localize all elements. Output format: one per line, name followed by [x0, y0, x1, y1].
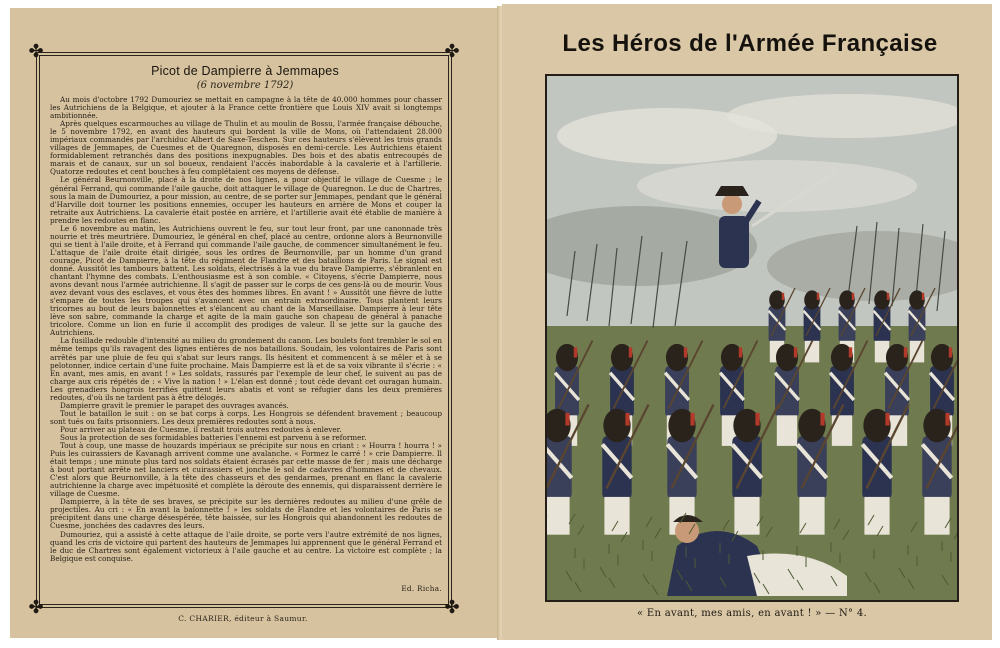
author-signature: Ed. Richa.	[401, 584, 442, 593]
story-body	[50, 96, 442, 584]
cloud	[637, 160, 917, 212]
cloud	[727, 94, 957, 138]
corner-ornament-icon: ✤	[28, 597, 44, 618]
story-paragraph: Après quelques escarmouches au village de Thulin et au moulin de Bossu, l'armée française débouche, le 5 novembre 1792, en avant des hauteurs qui bordent la ville de Mons, où l'attendaient 28.000 impériaux commandés par l'archiduc Albert de Saxe-Teschen. Sur ces hauteurs s'élèvent les trois grands villages de Jemmapes, de Cuesmes et de Quaregnon, disposés en demi-cercle. Les Autrichiens étaient formidablement retranchés dans des positions inexpugnables. Des bois et des abatis entrecoupés de marais et de canaux, sur un sol boueux, rendaient l'accès inabordable à la cavalerie et à l'artillerie. Quatorze redoutes et cent bouches à feu complétaient ces moyens de défense.	[50, 119, 442, 177]
publisher-line: C. CHARIER, éditeur à Saumur.	[178, 614, 308, 623]
story-paragraph: Le général Beurnonville, placé à la droite de nos lignes, a pour objectif le village de Cuesme ; le général Ferrand, qui commande l'aile gauche, doit attaquer le village de Quaregnon. Le duc de Chartres, sous la main de Dumouriez, a pour mission, au centre, de se porter sur Jemmapes, pendant que le général d'Harville doit tourner les positions ennemies, occuper les hauteurs en arrière de Mons et couper la retraite aux Autrichiens. La cavalerie était postée en arrière, et l'artillerie avait été établie de manière à prendre les redoutes en flanc.	[50, 175, 442, 225]
story-date: (6 novembre 1792)	[196, 80, 294, 91]
story-paragraph: Pour arriver au plateau de Cuesme, il restait trois autres redoutes à enlever.	[60, 424, 342, 434]
story-paragraph: Au mois d'octobre 1792 Dumouriez se mettait en campagne à la tête de 40.000 hommes pour chasser les Autrichiens de la Belgique, et ajouter à la France cette frontière que Louis XIV avait si longtemps ambitionnée.	[50, 96, 442, 121]
battle-scene	[547, 76, 957, 600]
series-title: Les Héros de l'Armée Française	[562, 30, 938, 57]
story-paragraph: La fusillade redouble d'intensité au milieu du grondement du canon. Les boulets font trembler le sol en même temps qu'ils ravagent des lignes entières de nos bataillons. Soudain, les volontaires de Paris sont arrêtés par une pluie de feu qui s'abat sur leurs rangs. Ils hésitent et commencent à se mêler et à se pelotonner, indice certain d'une fuite prochaine. Mais Dampierre est là et de sa voix vibrante il s'écrie : « En avant, mes amis, en avant ! » Les soldats, rassurés par l'exemple de leur chef, le suivent au pas de charge aux cris répétés de : « Vive la nation ! » L'élan est donné ; tout cède devant cet ouragan humain. Les grenadiers hongrois terrifiés quittent leurs abatis et vont se réfugier dans les deux premières redoutes, d'où ils ne tardent pas à être délogés.	[50, 336, 442, 402]
story-paragraph: Dampierre, à la tête de ses braves, se précipite sur les dernières redoutes au milieu d'une grêle de projectiles. Au cri : « En avant la baïonnette ! » les soldats de Flandre et les volontaires de Paris se précipitent dans une charge désespérée, tête baissée, sur les Hongrois qui abandonnent les redoutes de Cuesme, jonchées des cadavres des leurs.	[50, 497, 442, 531]
story-paragraph: Sous la protection de ses formidables batteries l'ennemi est parvenu à se reformer.	[60, 432, 367, 442]
corner-ornament-icon: ✤	[28, 41, 44, 62]
illustration-caption: « En avant, mes amis, en avant ! » — N° 4.	[637, 608, 867, 619]
story-title: Picot de Dampierre à Jemmapes	[151, 64, 339, 78]
story-paragraph: Le 6 novembre au matin, les Autrichiens ouvrent le feu, sur tout leur front, par une canonnade très nourrie et très meurtrière. Dumouriez, le général en chef, placé au centre, ordonne alors à Beurnonville qui se tient à l'aile droite, et à Ferrand qui commande l'aile gauche, de commencer simultanément le feu. L'attaque de l'aile droite était dirigée, sous les ordres de Beurnonville, par un homme d'un grand courage, Picot de Dampierre, à la tête du régiment de Flandre et des bataillons de Paris. Le signal est donné. Aussitôt les tambours battent. Les soldats, électrisés à la vue du brave Dampierre, s'ébranlent en chantant l'hymne des combats. L'enthousiasme est à son comble. « Citoyens, s'écrie Dampierre, nous avons devant nous l'armée autrichienne. Il s'agit de passer sur le corps de ces gens-là ou de mourir. Vous avez devant vous des esclaves, et vous êtes des hommes libres. En avant ! » Aussitôt une fièvre de lutte s'empare de toutes les troupes qui s'avancent avec un entrain extraordinaire. Tous plantent leurs tricornes au bout de leurs baïonnettes et s'élancent au chant de la Marseillaise. Dampierre à leur tête lève son sabre, commande la charge et agite de la main gauche son chapeau de général à panache tricolore. Comme un lion en furie il accomplit des prodiges de valeur. Il se jette sur la gauche des Autrichiens.	[50, 223, 442, 338]
story-paragraph: Dampierre gravit le premier le parapet des ouvrages avancés.	[60, 400, 289, 410]
corner-ornament-icon: ✤	[444, 41, 460, 62]
story-paragraph: Dumouriez, qui a assisté à cette attaque de l'aile droite, se porte vers l'autre extrémité de nos lignes, quand les cris de victoire qui partent des hauteurs de Jemmapes lui apprennent que le général Ferrand et le duc de Chartres sont également victorieux à l'aile gauche et au centre. La victoire est complète ; la Belgique est conquise.	[50, 529, 442, 563]
corner-ornament-icon: ✤	[444, 597, 460, 618]
story-paragraph: Tout le bataillon le suit : on se bat corps à corps. Les Hongrois se défendent bravement ; beaucoup sont tués ou faits prisonniers. Les deux premières redoutes sont à nous.	[50, 408, 442, 426]
battle-illustration	[545, 74, 959, 602]
officer-head	[722, 194, 742, 214]
story-paragraph: Tout à coup, une masse de houzards impériaux se précipite sur nous en criant : « Hourra ! hourra ! » Puis les cuirassiers de Kavanagh arrivent comme une avalanche. « Formez le carré ! » crie Dampierre. Il était temps ; une minute plus tard nos soldats étaient écrasés par cette masse de fer ; mais une décharge à bout portant arrête net lanciers et cuirassiers et jonche le sol de cadavres d'hommes et de chevaux. C'est alors que Beurnonville, à la tête des chasseurs et des gendarmes, prenant en flanc la cavalerie autrichienne la charge avec impétuosité et complète la déroute des ennemis, qui disparaissent derrière le village de Cuesme.	[50, 441, 442, 499]
